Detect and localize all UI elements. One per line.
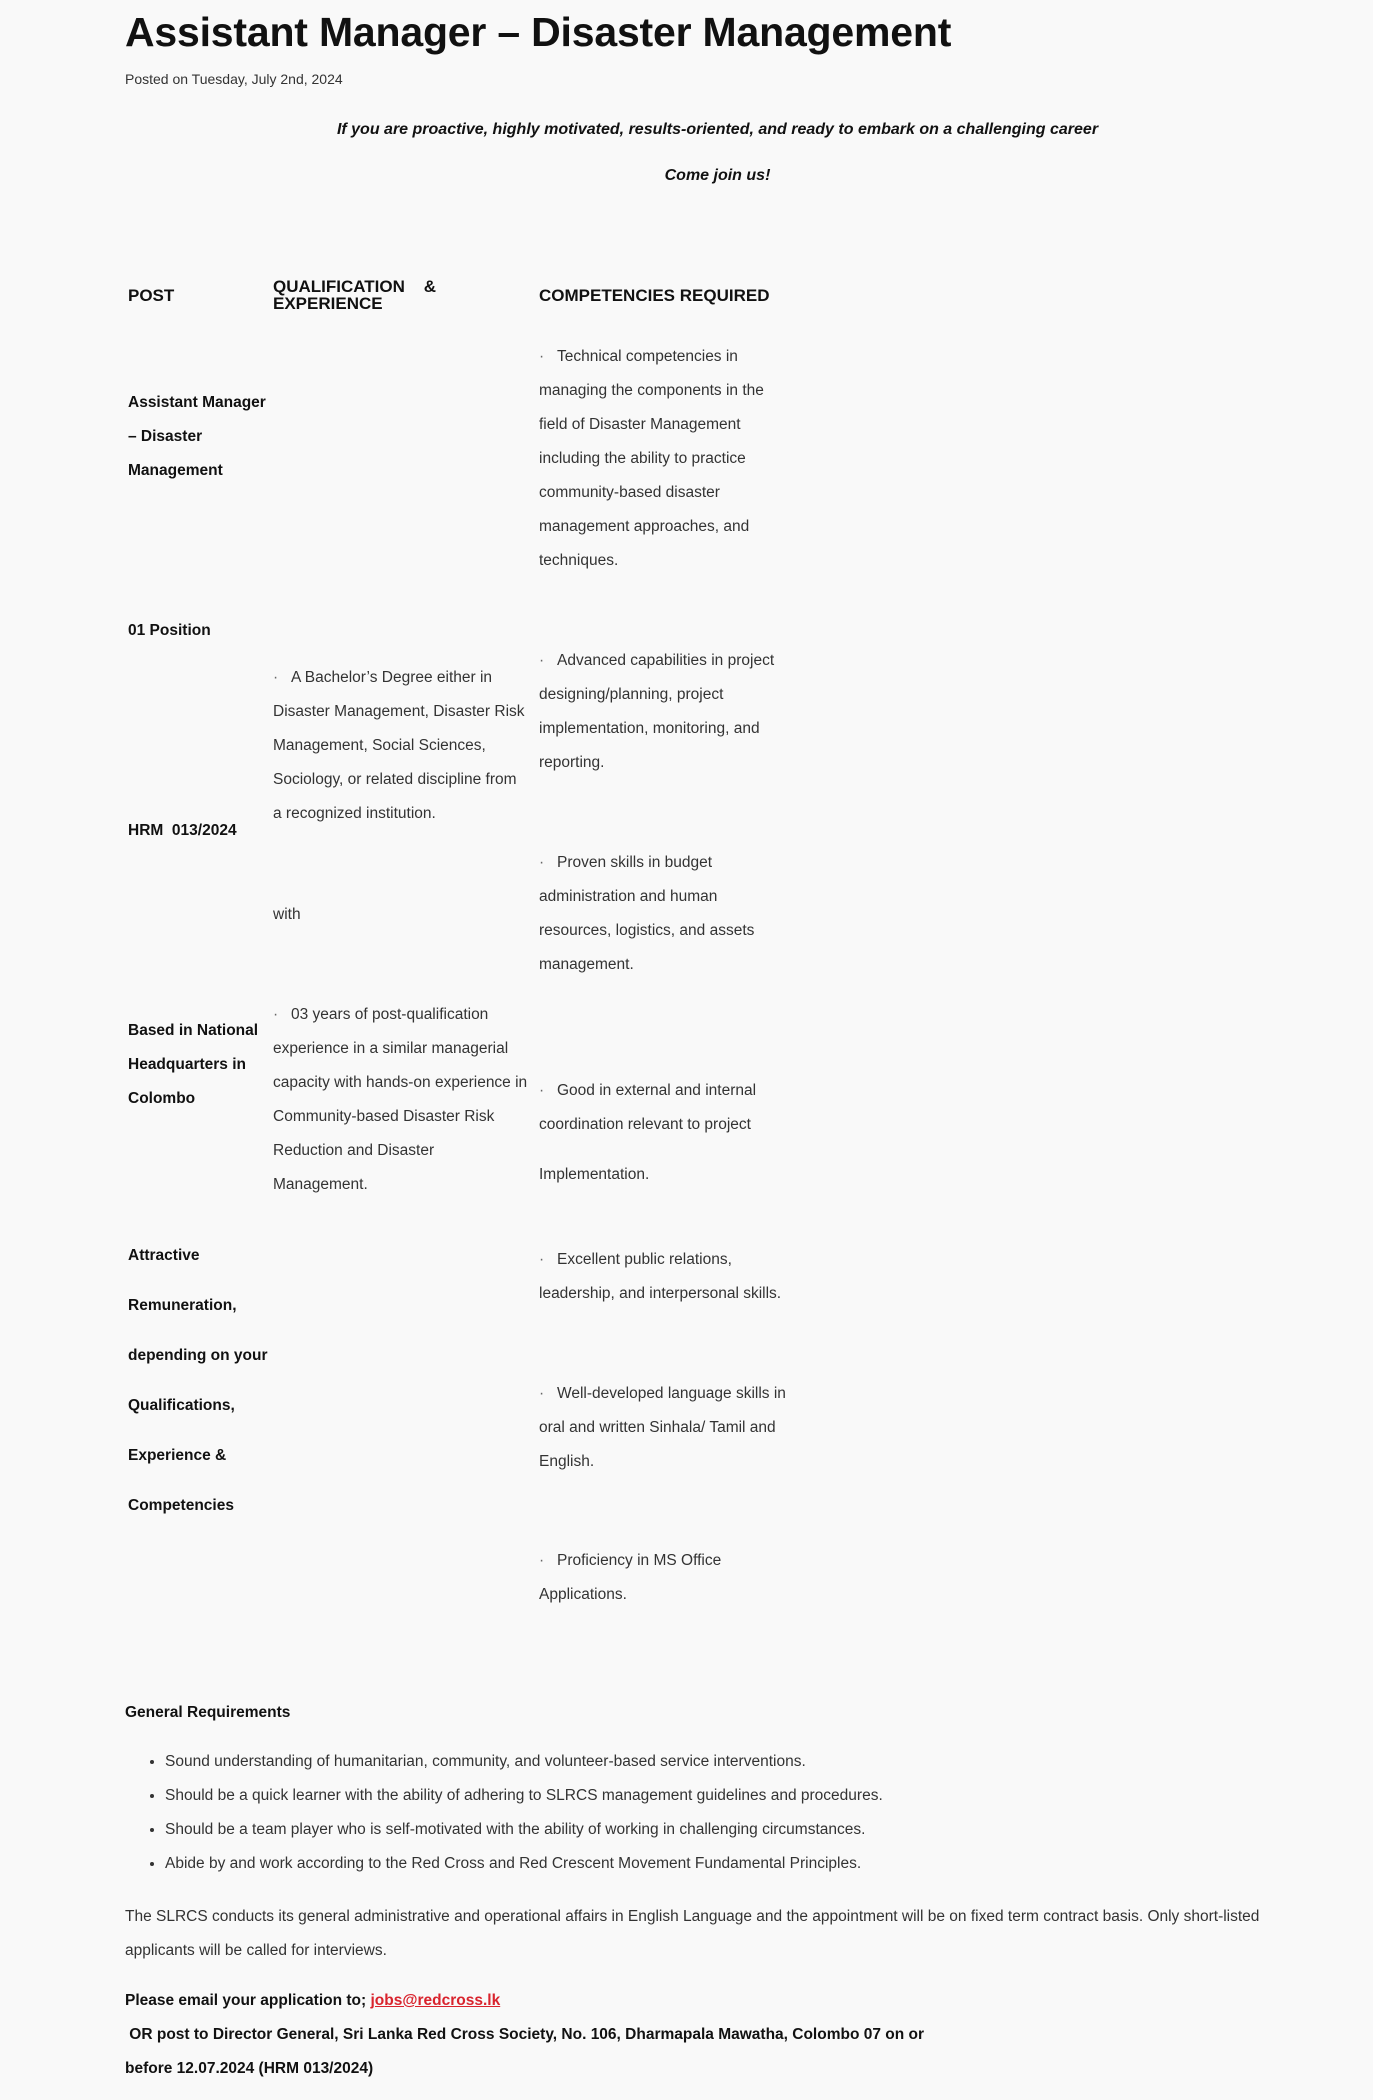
competency-line: Applications.: [539, 1586, 627, 1603]
remuneration-line: Competencies: [128, 1497, 234, 1514]
competency-line: oral and written Sinhala/ Tamil and: [539, 1419, 776, 1436]
bullet-dot-icon: ·: [539, 1552, 545, 1569]
qualification-line: capacity with hands-on experience in: [273, 1074, 528, 1091]
qualification-experience: [273, 998, 527, 1202]
competency-line: leadership, and interpersonal skills.: [539, 1285, 782, 1302]
competency-line: managing the components in the: [539, 382, 764, 399]
general-requirements-list: [125, 1745, 883, 1881]
apply-prefix: Please email your application to;: [125, 1992, 371, 2009]
competency-line: management approaches, and: [539, 518, 750, 535]
competency-line: Advanced capabilities in project: [557, 652, 775, 669]
competency-line: Proven skills in budget: [557, 854, 713, 871]
list-item: • Should be a quick learner with the ability of adhering to SLRCS management guidelines and procedures.: [165, 1779, 883, 1813]
competency-line: designing/planning, project: [539, 686, 724, 703]
location-line: Based in National: [128, 1022, 259, 1039]
competency-coordination: [539, 1074, 756, 1192]
remuneration-line: depending on your: [128, 1347, 268, 1364]
post-title-line: Management: [128, 462, 223, 479]
post-reference: HRM 013/2024: [128, 822, 237, 839]
competency-line: techniques.: [539, 552, 619, 569]
qualification-line: Reduction and Disaster: [273, 1142, 435, 1159]
apply-deadline: before 12.07.2024 (HRM 013/2024): [125, 2060, 374, 2077]
header-section: [125, 0, 1305, 185]
header-experience: EXPERIENCE: [273, 294, 383, 313]
list-item: • Sound understanding of humanitarian, community, and volunteer-based service interventions.: [165, 1745, 883, 1779]
post-title-line: Assistant Manager: [128, 394, 266, 411]
apply-suffix: OR post to Director General, Sri Lanka Red Cross Society, No. 106, Dharmapala Mawatha, Colombo 07 on or: [125, 2026, 925, 2043]
header-competencies: COMPETENCIES REQUIRED: [539, 286, 770, 305]
contract-terms-paragraph: [125, 1900, 1305, 1968]
bullet-dot-icon: ·: [273, 1006, 279, 1023]
competency-budget: [539, 846, 754, 982]
application-instructions: [125, 1984, 1285, 2086]
bullet-dot-icon: ·: [539, 348, 545, 365]
post-title: [128, 386, 266, 488]
location-line: Headquarters in: [128, 1056, 247, 1073]
header-qualification: QUALIFICATION &: [273, 277, 437, 296]
bullet-dot-icon: ·: [273, 669, 279, 686]
competency-line: Implementation.: [539, 1166, 650, 1183]
competency-line: administration and human: [539, 888, 718, 905]
competency-line: Good in external and internal: [557, 1082, 757, 1099]
qualification-degree: [273, 661, 525, 831]
list-item: • Abide by and work according to the Red Cross and Red Crescent Movement Fundamental Principles.: [165, 1847, 883, 1881]
competency-line: implementation, monitoring, and: [539, 720, 760, 737]
header-post: POST: [128, 286, 175, 305]
post-location: [128, 1014, 258, 1116]
competency-line: English.: [539, 1453, 595, 1470]
remuneration-line: Remuneration,: [128, 1297, 237, 1314]
bullet-dot-icon: ·: [539, 854, 545, 871]
bullet-dot-icon: ·: [539, 1082, 545, 1099]
qualification-line: Management, Social Sciences,: [273, 737, 486, 754]
list-item: • Should be a team player who is self-motivated with the ability of working in challenging circumstances.: [165, 1813, 883, 1847]
competency-ms-office: [539, 1544, 721, 1612]
competency-project: [539, 644, 774, 780]
competency-line: field of Disaster Management: [539, 416, 741, 433]
remuneration-line: Experience &: [128, 1447, 227, 1464]
competency-line: management.: [539, 956, 634, 973]
page-title: Assistant Manager – Disaster Management: [125, 9, 952, 55]
qualification-line: experience in a similar managerial: [273, 1040, 509, 1057]
post-remuneration: [128, 1231, 268, 1531]
paragraph-line: applicants will be called for interviews.: [125, 1942, 387, 1959]
competency-line: Technical competencies in: [557, 348, 738, 365]
competency-line: Excellent public relations,: [557, 1251, 732, 1268]
intro-join: Come join us!: [664, 167, 771, 184]
qualification-with: with: [273, 906, 301, 923]
qualification-line: a recognized institution.: [273, 805, 436, 822]
qualification-line: Sociology, or related discipline from: [273, 771, 517, 788]
bullet-dot-icon: ·: [539, 1385, 545, 1402]
post-positions: 01 Position: [128, 622, 211, 639]
competency-public-relations-block: [539, 1243, 781, 1311]
competency-line: Proficiency in MS Office: [557, 1552, 722, 1569]
competency-line: Well-developed language skills in: [557, 1385, 786, 1402]
email-link[interactable]: jobs@redcross.lk: [370, 1992, 501, 2009]
intro-tagline: If you are proactive, highly motivated, results-oriented, and ready to embark on a challenging career: [336, 121, 1099, 138]
competency-line: including the ability to practice: [539, 450, 746, 467]
qualification-line: Disaster Management, Disaster Risk: [273, 703, 525, 720]
competency-line: community-based disaster: [539, 484, 720, 501]
remuneration-line: Attractive: [128, 1247, 200, 1264]
bullet-dot-icon: ·: [539, 1251, 545, 1268]
paragraph-line: The SLRCS conducts its general administrative and operational affairs in English Language and the appointment will be on fixed term contract basis. Only short-listed: [125, 1908, 1260, 1925]
qualification-line: Management.: [273, 1176, 368, 1193]
competency-line: resources, logistics, and assets: [539, 922, 755, 939]
location-line: Colombo: [128, 1090, 196, 1107]
posted-date: Posted on Tuesday, July 2nd, 2024: [125, 71, 343, 87]
competency-line: reporting.: [539, 754, 605, 771]
remuneration-line: Qualifications,: [128, 1397, 235, 1414]
competency-line: coordination relevant to project: [539, 1116, 751, 1133]
post-title-line: – Disaster: [128, 428, 203, 445]
qualification-line: 03 years of post-qualification: [291, 1006, 489, 1023]
qualification-line: A Bachelor’s Degree either in: [291, 669, 493, 686]
competency-language: [539, 1377, 786, 1479]
general-requirements-title: General Requirements: [125, 1704, 291, 1721]
bullet-dot-icon: ·: [539, 652, 545, 669]
competency-technical: [539, 340, 764, 578]
qualification-line: Community-based Disaster Risk: [273, 1108, 495, 1125]
